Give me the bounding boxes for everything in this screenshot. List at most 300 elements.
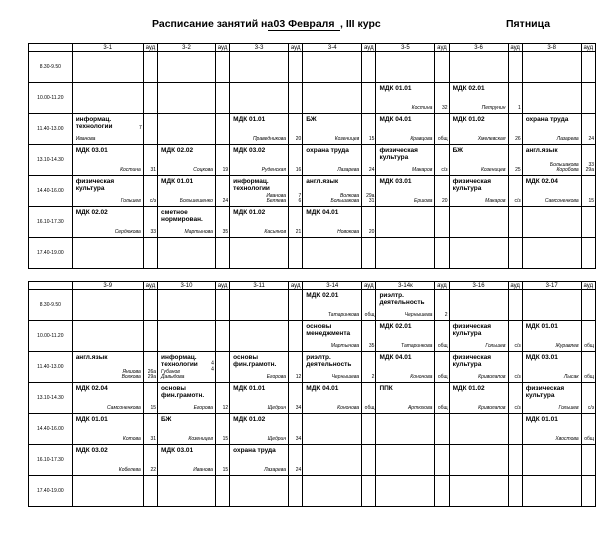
room-cell [362, 52, 376, 83]
lesson-cell [449, 238, 508, 269]
group-header: 3-14к [376, 282, 435, 290]
group-header: 3-1 [72, 44, 143, 52]
room-cell [508, 476, 522, 507]
teacher-name: Макаров [485, 198, 506, 205]
room-cell [289, 83, 303, 114]
room-cell [289, 476, 303, 507]
room-number: 33 [150, 229, 157, 236]
teacher-name: Козеницев [480, 167, 506, 174]
subject-name: риэлтр. деятельность [306, 354, 352, 369]
room-number: 20 [368, 229, 375, 236]
room-cell [508, 238, 522, 269]
lesson-cell [230, 290, 289, 321]
room-header: ауд [215, 44, 229, 52]
room-number: 2 [444, 312, 448, 319]
room-cell [215, 290, 229, 321]
lesson-cell [72, 83, 143, 114]
room-number: 12 [222, 405, 229, 412]
room-header: ауд [143, 44, 157, 52]
group-header: 3-10 [158, 282, 216, 290]
subject-name: МДК 02.01 [379, 323, 412, 330]
lesson-cell [72, 321, 143, 352]
room-cell [362, 383, 376, 414]
lesson-cell [303, 414, 362, 445]
lesson-cell [449, 176, 508, 207]
lesson-cell [72, 176, 143, 207]
room-cell [435, 383, 449, 414]
group-header-row [29, 44, 596, 52]
lesson-cell [230, 207, 289, 238]
subject-name: информац. технологии [161, 354, 198, 369]
lesson-cell [230, 383, 289, 414]
room-number: 15 [222, 436, 229, 443]
lesson-cell [376, 352, 435, 383]
room-number: 21 [295, 229, 302, 236]
lesson-cell [449, 383, 508, 414]
room-cell [143, 176, 157, 207]
room-cell [289, 114, 303, 145]
lesson-cell [376, 290, 435, 321]
room-number: с/з [514, 198, 521, 205]
subject-name: англ.язык [75, 354, 108, 361]
room-cell [435, 445, 449, 476]
room-cell [362, 83, 376, 114]
lesson-cell [449, 83, 508, 114]
group-header: 3-5 [376, 44, 435, 52]
teacher-name: Артюхова [407, 405, 433, 412]
teacher-name: Ершова [414, 198, 433, 205]
teacher-name: Татаринкова [327, 312, 360, 319]
lesson-cell [376, 476, 435, 507]
subject-name: МДК 04.01 [306, 385, 339, 392]
room-number: 1 [517, 105, 521, 112]
subject-name: физическая культура [525, 385, 565, 400]
room-cell [143, 321, 157, 352]
lesson-cell [158, 176, 216, 207]
lesson-cell [522, 321, 581, 352]
subject-name: МДК 03.01 [525, 354, 558, 361]
room-cell [143, 207, 157, 238]
lesson-cell [522, 290, 581, 321]
lesson-cell [303, 321, 362, 352]
room-cell [435, 414, 449, 445]
corner-cell [29, 282, 73, 290]
teacher-name: Соцкова [193, 167, 213, 174]
teacher-name: Гольшев [558, 405, 579, 412]
subject-name: охрана труда [525, 116, 569, 123]
room-cell [362, 207, 376, 238]
room-cell [143, 145, 157, 176]
teacher-name: Новокова [337, 229, 360, 236]
room-number: общ [437, 136, 448, 143]
room-cell [581, 476, 595, 507]
lesson-cell [303, 176, 362, 207]
lesson-cell [72, 414, 143, 445]
room-number: с/з [441, 167, 448, 174]
room-number: 7 [139, 125, 142, 132]
room-number: 24 [368, 167, 375, 174]
lesson-cell [303, 52, 362, 83]
room-cell [435, 114, 449, 145]
room-cell [435, 52, 449, 83]
room-cell [508, 145, 522, 176]
teacher-name: Руденская [261, 167, 287, 174]
teacher-name: Кобелева [118, 467, 141, 474]
room-cell [289, 52, 303, 83]
time-slot: 11.40-13.00 [29, 114, 73, 145]
lesson-cell [376, 238, 435, 269]
lesson-cell [230, 445, 289, 476]
lesson-cell [230, 352, 289, 383]
teacher-name: Губанов Давыдова [161, 368, 185, 381]
room-cell [362, 114, 376, 145]
lesson-cell [158, 383, 216, 414]
subject-name: МДК 01.01 [161, 178, 194, 185]
room-number: с/з [514, 374, 521, 381]
teacher-name: Мартынова [330, 343, 360, 350]
room-cell [362, 290, 376, 321]
subject-name: информац. технологии [75, 116, 113, 131]
room-cell [581, 414, 595, 445]
subject-name: МДК 01.01 [525, 416, 558, 423]
lesson-cell [230, 476, 289, 507]
room-cell [362, 476, 376, 507]
subject-name: МДК 01.01 [75, 416, 108, 423]
room-number: 26а 29а [147, 368, 157, 381]
subject-name: МДК 03.02 [233, 147, 266, 154]
lesson-cell [158, 52, 216, 83]
lesson-cell [522, 207, 581, 238]
room-cell [289, 207, 303, 238]
room-number: 15 [150, 405, 157, 412]
lesson-cell [158, 476, 216, 507]
teacher-name: Яншова Волкова [121, 368, 141, 381]
room-number: 24 [295, 467, 302, 474]
subject-name: МДК 04.01 [306, 209, 339, 216]
subject-name: МДК 02.02 [75, 209, 108, 216]
time-slot: 14.40-16.00 [29, 414, 73, 445]
room-number: 34 [295, 405, 302, 412]
teacher-name: Козеницев [188, 436, 213, 443]
room-cell [435, 238, 449, 269]
room-cell [143, 52, 157, 83]
room-number: общ [584, 343, 594, 350]
subject-name: МДК 01.02 [452, 385, 485, 392]
room-cell [435, 176, 449, 207]
lesson-cell [230, 414, 289, 445]
room-number: 33 29а [585, 161, 594, 174]
lesson-cell [230, 145, 289, 176]
lesson-cell [303, 83, 362, 114]
lesson-cell [522, 238, 581, 269]
room-cell [435, 83, 449, 114]
room-cell [362, 145, 376, 176]
teacher-name: Козеницев [334, 136, 360, 143]
period-row [29, 414, 596, 445]
room-cell [215, 176, 229, 207]
room-cell [508, 383, 522, 414]
room-cell [215, 83, 229, 114]
room-number: 34 [295, 436, 302, 443]
lesson-cell [449, 114, 508, 145]
lesson-cell [72, 476, 143, 507]
subject-name: физическая культура [379, 147, 418, 162]
room-cell [508, 352, 522, 383]
room-cell [143, 238, 157, 269]
time-slot: 13.10-14.30 [29, 383, 73, 414]
teacher-name: Гольшев [485, 343, 506, 350]
room-cell [581, 383, 595, 414]
subject-name: МДК 01.01 [233, 385, 266, 392]
room-header: ауд [581, 282, 595, 290]
period-row [29, 445, 596, 476]
teacher-name: Чернышева [331, 374, 360, 381]
lesson-cell [303, 114, 362, 145]
time-slot: 10.00-11.20 [29, 321, 73, 352]
time-slot: 11.40-13.00 [29, 352, 73, 383]
time-slot: 17.40-19.00 [29, 238, 73, 269]
room-header: ауд [215, 282, 229, 290]
room-cell [143, 83, 157, 114]
room-number: с/з [587, 405, 594, 412]
subject-name: охрана труда [306, 147, 349, 154]
subject-name: МДК 03.02 [75, 447, 108, 454]
lesson-cell [376, 321, 435, 352]
period-row [29, 352, 596, 383]
lesson-cell [72, 383, 143, 414]
room-cell [581, 321, 595, 352]
lesson-cell [522, 476, 581, 507]
room-header: ауд [581, 44, 595, 52]
room-cell [362, 321, 376, 352]
room-cell [508, 445, 522, 476]
room-cell [435, 476, 449, 507]
room-number: общ [584, 436, 594, 443]
room-number: 22 [150, 467, 157, 474]
lesson-cell [158, 445, 216, 476]
lesson-cell [303, 352, 362, 383]
room-cell [508, 414, 522, 445]
lesson-cell [303, 445, 362, 476]
schedule-table-bottom [28, 281, 596, 507]
room-number: 15 [588, 198, 594, 205]
lesson-cell [522, 383, 581, 414]
subject-name: МДК 02.02 [161, 147, 194, 154]
room-header: ауд [289, 44, 303, 52]
room-number: 20 [295, 136, 302, 143]
teacher-name: Иванова [193, 467, 213, 474]
teacher-name: Волкова Большакова [330, 192, 360, 205]
room-cell [215, 352, 229, 383]
subject-name: англ.язык [525, 147, 558, 154]
subject-name: БЖ [452, 147, 463, 154]
room-cell [435, 352, 449, 383]
schedule-table-top [28, 43, 596, 269]
lesson-cell [158, 207, 216, 238]
subject-name: МДК 01.02 [452, 116, 485, 123]
teacher-name: Сердюкова [114, 229, 141, 236]
lesson-cell [449, 414, 508, 445]
teacher-name: Самсоненкова [544, 198, 579, 205]
lesson-cell [303, 476, 362, 507]
room-header: ауд [508, 282, 522, 290]
schedule-title: Расписание занятий на [152, 18, 274, 30]
room-cell [143, 414, 157, 445]
teacher-name: Татаринкова [401, 343, 433, 350]
lesson-cell [72, 114, 143, 145]
period-row [29, 52, 596, 83]
lesson-cell [230, 52, 289, 83]
period-row [29, 145, 596, 176]
subject-name: МДК 02.01 [306, 292, 339, 299]
teacher-name: Щедрин [267, 436, 287, 443]
subject-name: основы фин.грамотн. [233, 354, 277, 369]
room-cell [508, 176, 522, 207]
subject-name: физическая культура [452, 323, 492, 338]
group-header: 3-14 [303, 282, 362, 290]
teacher-name: Большакова Коробова [549, 161, 579, 174]
lesson-cell [376, 83, 435, 114]
teacher-name: Большешенко [179, 198, 213, 205]
subject-name: основы фин.грамотн. [161, 385, 205, 400]
subject-name: МДК 01.01 [379, 85, 412, 92]
teacher-name: Лысак [563, 374, 579, 381]
room-header: ауд [435, 282, 449, 290]
subject-name: охрана труда [233, 447, 276, 454]
lesson-cell [72, 238, 143, 269]
room-header: ауд [362, 282, 376, 290]
room-cell [581, 207, 595, 238]
room-cell [581, 352, 595, 383]
room-cell [289, 176, 303, 207]
lesson-cell [522, 83, 581, 114]
teacher-name: Макаров [412, 167, 433, 174]
room-cell [362, 238, 376, 269]
time-slot: 8.30-9.50 [29, 290, 73, 321]
room-cell [289, 238, 303, 269]
room-cell [215, 476, 229, 507]
room-number: 4 4 [211, 360, 214, 372]
lesson-cell [522, 114, 581, 145]
room-cell [581, 238, 595, 269]
lesson-cell [72, 145, 143, 176]
lesson-cell [376, 383, 435, 414]
room-number: с/з [514, 343, 521, 350]
lesson-cell [72, 207, 143, 238]
room-cell [508, 321, 522, 352]
subject-name: БЖ [161, 416, 172, 423]
room-number: 2 [371, 374, 375, 381]
room-cell [289, 290, 303, 321]
lesson-cell [376, 52, 435, 83]
room-number: 35 [222, 229, 229, 236]
time-slot: 16.10-17.30 [29, 445, 73, 476]
time-slot: 13.10-14.30 [29, 145, 73, 176]
room-cell [289, 352, 303, 383]
room-cell [215, 52, 229, 83]
group-header: 3-16 [449, 282, 508, 290]
teacher-name: Журавлев [555, 343, 579, 350]
room-cell [215, 445, 229, 476]
room-number: общ [437, 405, 448, 412]
teacher-name: Костина [120, 167, 141, 174]
lesson-cell [522, 414, 581, 445]
subject-name: МДК 01.01 [525, 323, 558, 330]
group-header: 3-11 [230, 282, 289, 290]
lesson-cell [522, 352, 581, 383]
subject-name: МДК 02.04 [525, 178, 558, 185]
lesson-cell [376, 145, 435, 176]
schedule-date: 03 Февраля [268, 18, 340, 31]
lesson-cell [230, 114, 289, 145]
lesson-cell [376, 445, 435, 476]
lesson-cell [158, 114, 216, 145]
room-cell [289, 383, 303, 414]
teacher-name: Хвостова [555, 436, 579, 443]
teacher-name: Хмелевская [477, 136, 506, 143]
room-number: 7 6 [298, 192, 302, 205]
lesson-cell [449, 476, 508, 507]
lesson-cell [449, 352, 508, 383]
teacher-name: Праведникова [252, 136, 287, 143]
lesson-cell [158, 414, 216, 445]
teacher-name: Самсоненкова [107, 405, 141, 412]
group-header: 3-8 [522, 44, 581, 52]
subject-name: риэлтр. деятельность [379, 292, 425, 307]
lesson-cell [303, 290, 362, 321]
teacher-name: Кононова [410, 374, 433, 381]
lesson-cell [158, 145, 216, 176]
teacher-name: Криволапов [478, 405, 506, 412]
room-number: 24 [588, 136, 594, 143]
teacher-name: Щедрин [267, 405, 287, 412]
teacher-name: Котова [122, 436, 141, 443]
subject-name: МДК 03.01 [75, 147, 108, 154]
subject-name: МДК 02.01 [452, 85, 485, 92]
room-cell [435, 290, 449, 321]
lesson-cell [72, 290, 143, 321]
room-cell [508, 83, 522, 114]
teacher-name: Мартынова [184, 229, 213, 236]
room-cell [143, 352, 157, 383]
room-cell [143, 476, 157, 507]
teacher-name: Егорова [266, 374, 287, 381]
room-number: с/з [514, 405, 521, 412]
lesson-cell [158, 238, 216, 269]
room-cell [508, 52, 522, 83]
room-cell [289, 445, 303, 476]
subject-name: сметное нормирован. [161, 209, 203, 224]
room-number: 35 [368, 343, 375, 350]
lesson-cell [376, 114, 435, 145]
lesson-cell [303, 238, 362, 269]
subject-name: физическая культура [452, 178, 492, 193]
period-row [29, 176, 596, 207]
room-number: общ [437, 343, 448, 350]
room-number: общ [584, 374, 594, 381]
teacher-name: Кравцова [410, 136, 433, 143]
subject-name: МДК 01.02 [233, 209, 266, 216]
time-slot: 8.30-9.50 [29, 52, 73, 83]
period-row [29, 238, 596, 269]
lesson-cell [449, 321, 508, 352]
corner-cell [29, 44, 73, 52]
teacher-name: Касьянов [264, 229, 287, 236]
lesson-cell [376, 176, 435, 207]
room-number: 12 [295, 374, 302, 381]
period-row [29, 321, 596, 352]
lesson-cell [303, 207, 362, 238]
